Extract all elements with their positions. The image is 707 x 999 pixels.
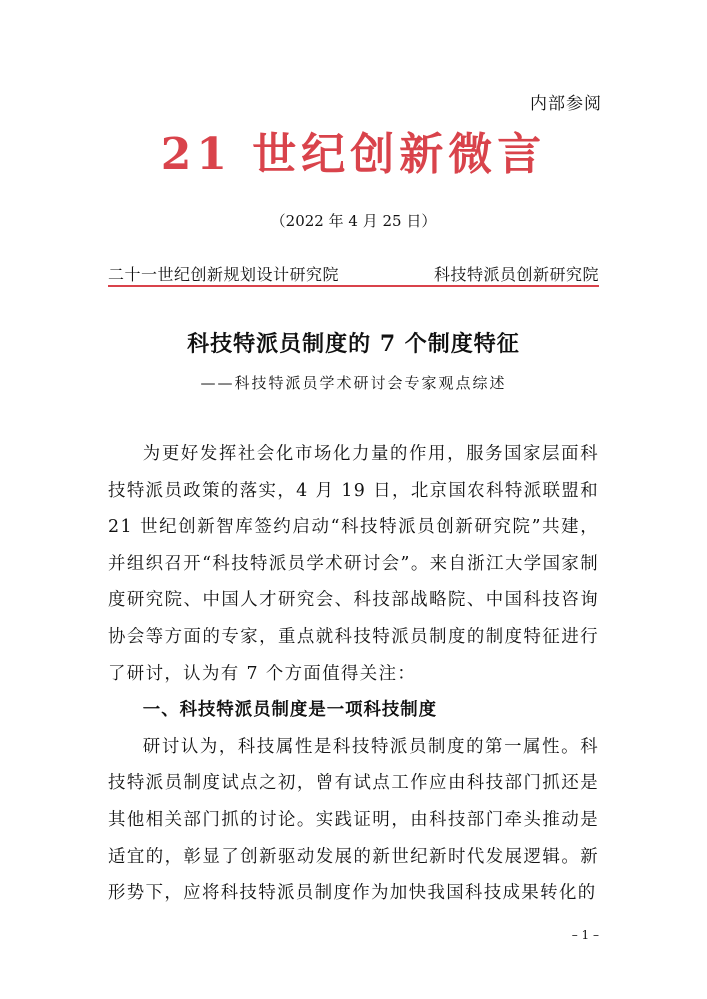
header-divider xyxy=(108,285,599,287)
section-heading: 一、科技特派员制度是一项科技制度 xyxy=(142,700,438,721)
article-subtitle: ——科技特派员学术研讨会专家观点综述 xyxy=(200,374,507,392)
publisher-left: 二十一世纪创新规划设计研究院 xyxy=(108,265,340,284)
body-paragraph: 研讨认为，科技属性是科技特派员制度的第一属性。科技特派员制度试点之初，曾有试点工作应由科技部门抓还是其他相关部门抓的讨论。实践证明，由科技部门牵头推动是适宜的，彰显了创新驱动发展的新世纪新时代发展逻辑。新形势下，应将科技特派员制度作为加快我国科技成果转化的 xyxy=(108,736,599,904)
issue-date: （2022 年 4 月 25 日） xyxy=(270,212,437,230)
article-title: 科技特派员制度的 7 个制度特征 xyxy=(187,331,520,357)
publisher-right: 科技特派员创新研究院 xyxy=(433,265,599,284)
body-paragraph: 为更好发挥社会化市场化力量的作用，服务国家层面科技特派员政策的落实，4 月 19 日，北京国农科特派联盟和 21 世纪创新智库签约启动“科技特派员创新研究院”共建，并组织召开“科技特派员学术研讨会”。来自浙江大学国家制度研究院、中国人才研究会、科技部战略院、中国科技咨询协会等方面的专家，重点就科技特派员制度的制度特征进行了研讨，认为有 7 个方面值得关注： xyxy=(108,444,599,684)
page-number: – 1 – xyxy=(571,928,599,942)
article-body xyxy=(108,436,599,912)
masthead-title: 21 世纪创新微言 xyxy=(160,129,547,180)
classification-label: 内部参阅 xyxy=(530,94,602,114)
